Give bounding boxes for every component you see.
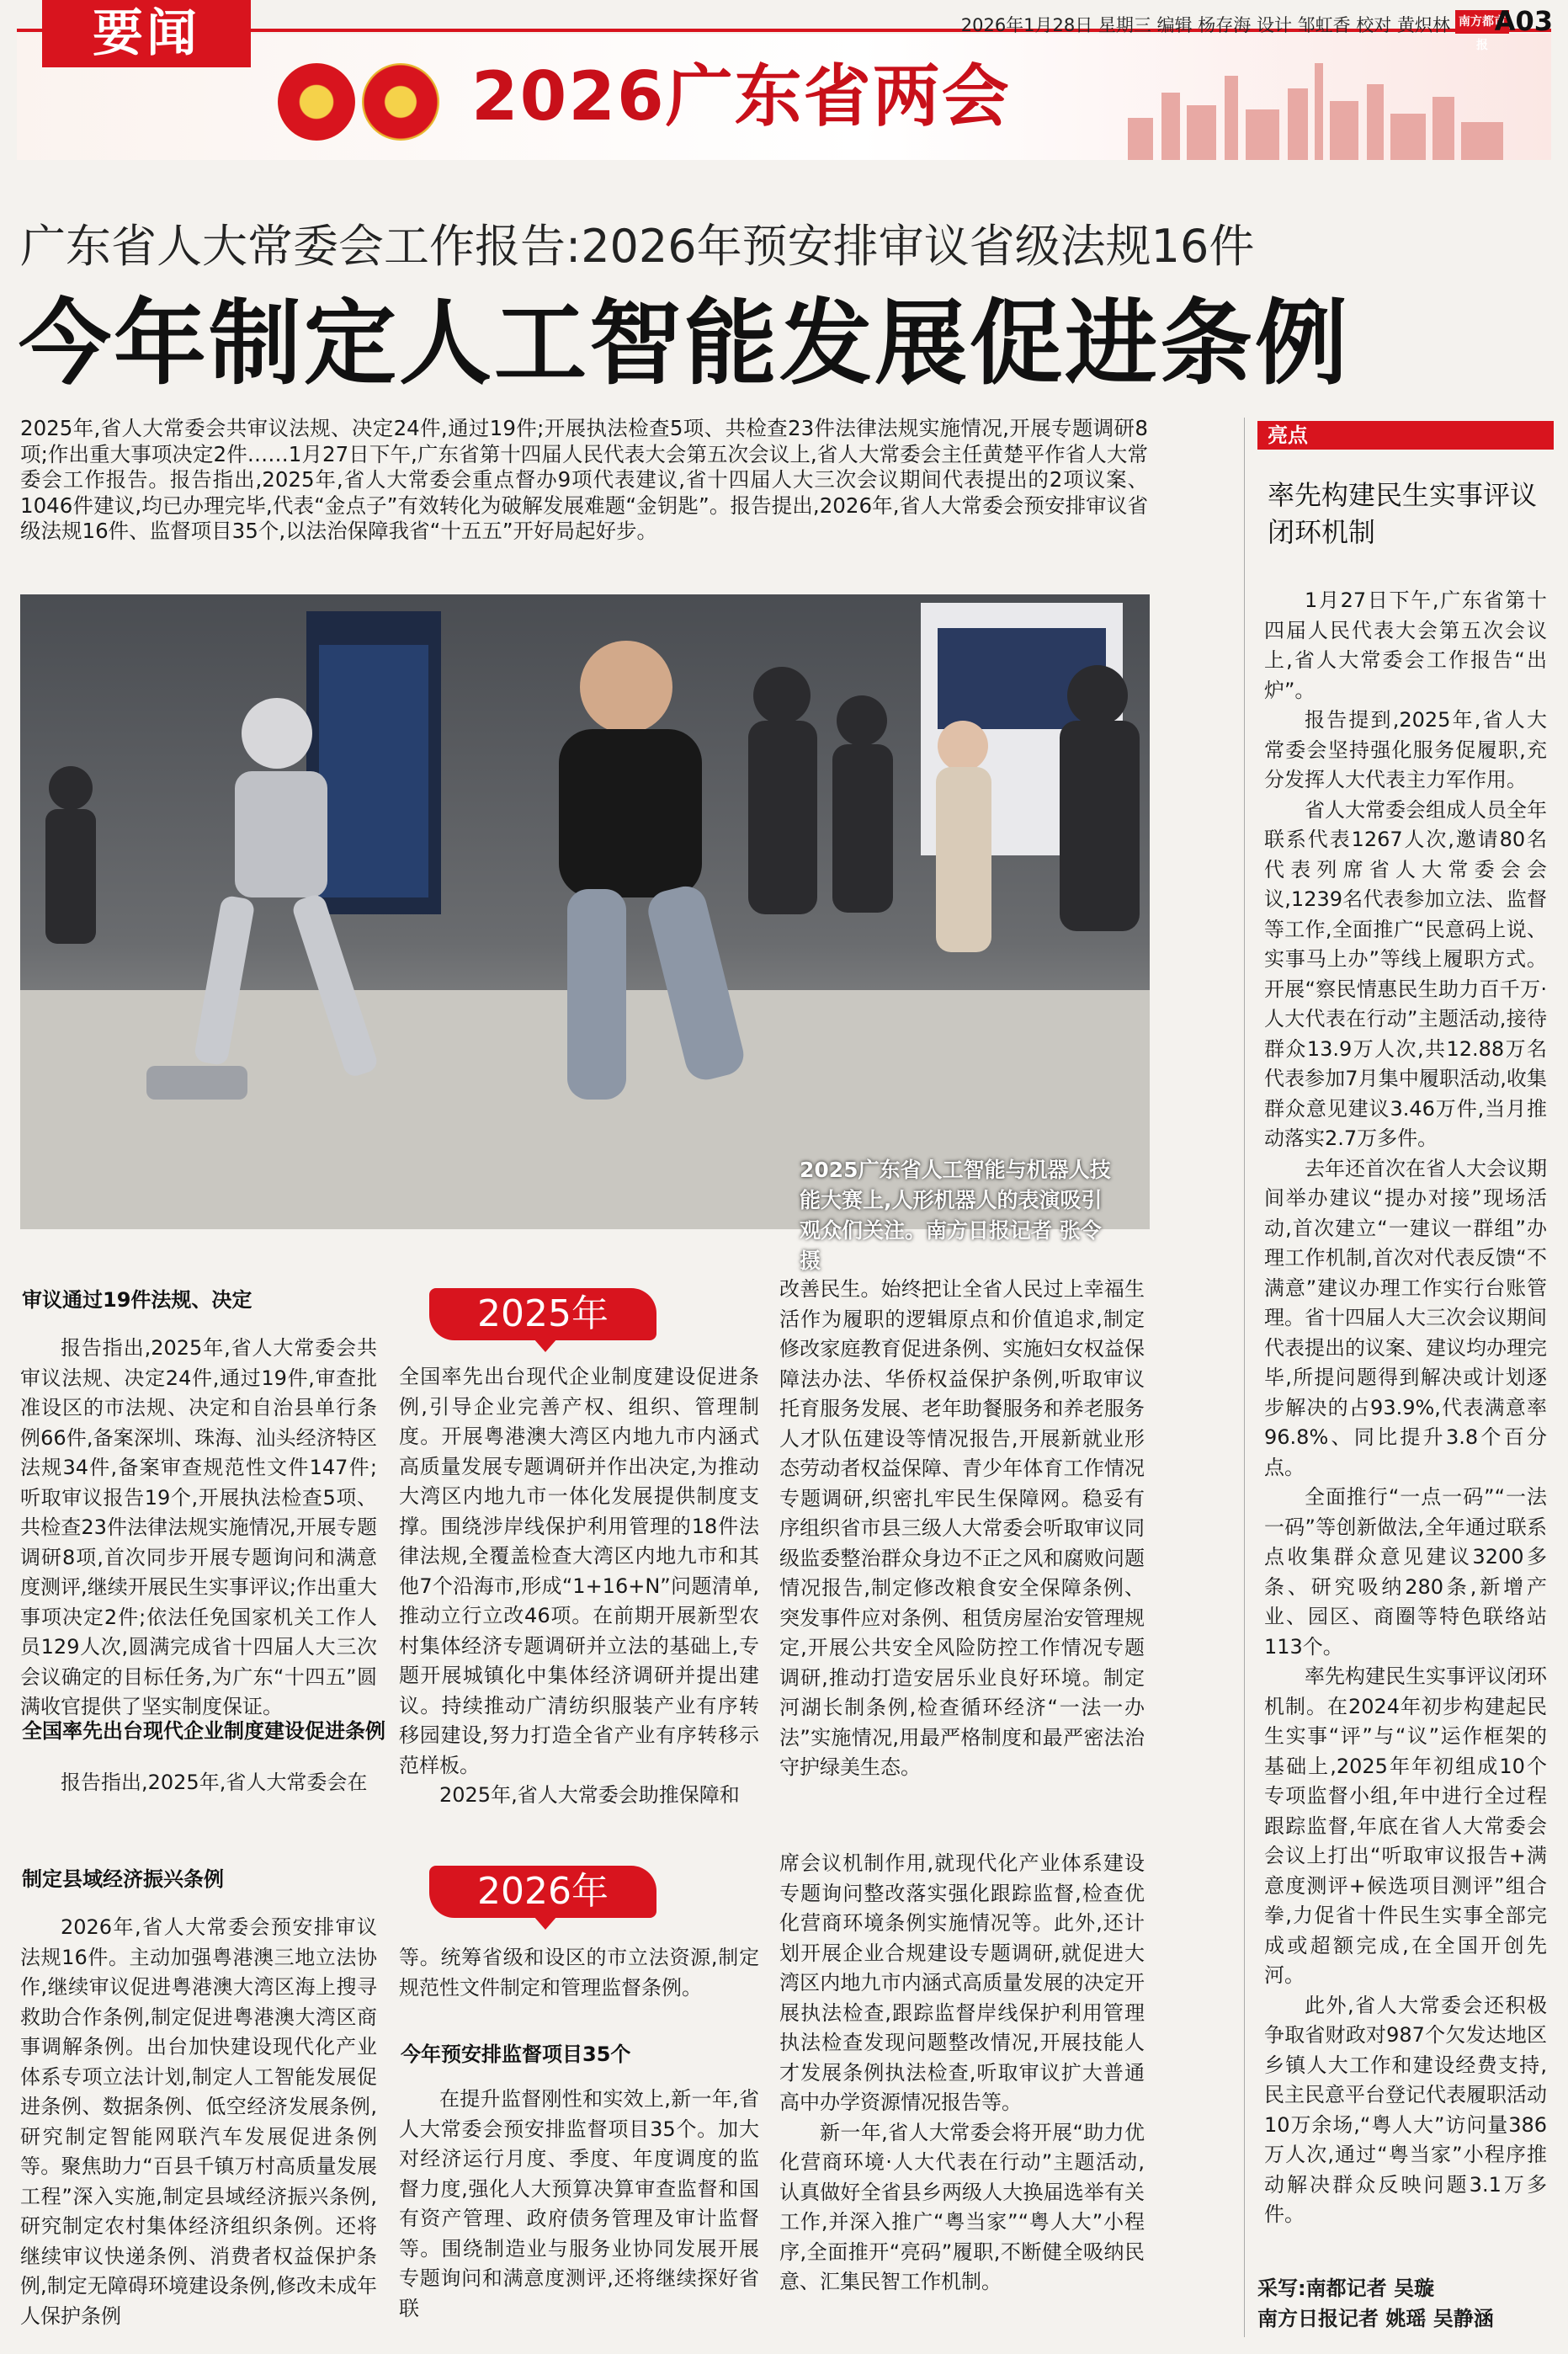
paragraph: 去年还首次在省人大会议期间举办建议“提办对接”现场活动,首次建立“一建议一群组”办理工作机制,首次对代表反馈“不满意”建议办理工作实行台账管理。省十四届人大三次会议期间代表提出的议案、建议均办理完毕,所提问题得到解决或计划逐步解决的占93.9%,代表满意率96.8%、同比提升3.8个百分点。 (1264, 1156, 1547, 1479)
article-lead: 2025年,省人大常委会共审议法规、决定24件,通过19件;开展执法检查5项、共检查23件法律法规实施情况,开展专题调研8项;作出重大事项决定2件……1月27日下午,广东省第十四届人民代表大会第五次会议上,省人大常委会主任黄楚平作省人大常委会工作报告。报告指出,2025年,省人大常委会重点督办9项代表建议,省十四届人大三次会议期间代表提出的2项议案、1046件建议,均已办理完毕,代表“金点子”有效转化为破解发展难题“金钥匙”。报告提出,2026年,省人大常委会预安排审议省级法规16件、监督项目35个,以法治保障我省“十五五”开好局起好步。 (20, 416, 1148, 543)
paragraph: 新一年,省人大常委会将开展“助力优化营商环境·人大代表在行动”主题活动,认真做好全省县乡两级人大换届选举有关工作,并深入推广“粤当家”“粤人大”小程序,全面推开“亮码”履职,不断健全吸纳民意、汇集民智工作机制。 (779, 2120, 1145, 2293)
robot-performance-photo (20, 594, 1150, 1229)
skyline-graphic (1119, 59, 1515, 160)
sidebar-tag: 亮点 (1257, 421, 1554, 450)
issue-meta: 2026年1月28日 星期三 编辑 杨存海 设计 邹虹香 校对 黄炽林 (960, 15, 1450, 35)
subhead-enterprise-law: 全国率先出台现代企业制度建设促进条例 (22, 1719, 385, 1743)
page-number: A03 (1494, 5, 1553, 37)
paper-logo: 南方都市报 (1455, 10, 1509, 34)
col2-text-c (399, 2085, 759, 2324)
subhead-supervision-projects: 今年预安排监督项目35个 (401, 2042, 631, 2066)
paragraph: 报告指出,2025年,省人大常委会在 (61, 1771, 368, 1794)
paragraph: 此外,省人大常委会还积极争取省财政对987个欠发达地区乡镇人大工作和建设经费支持,民主民意平台登记代表履职活动10万余场,“粤人大”访问量386万人次,通过“粤当家”小程序推动解决群众反映问题3.1万多件。 (1264, 1993, 1547, 2226)
paragraph: 全面推行“一点一码”“一法一码”等创新做法,全年通过联系点收集群众意见建议3200多条、研究吸纳280条,新增产业、园区、商圈等特色联络站113个。 (1264, 1485, 1547, 1659)
news-photo (20, 594, 1150, 1229)
sidebar-divider (1244, 418, 1245, 2337)
national-emblem-icon (278, 63, 355, 141)
paragraph: 1月27日下午,广东省第十四届人民代表大会第五次会议上,省人大常委会工作报告“出炉”。 (1264, 588, 1547, 702)
paragraph: 率先构建民生实事评议闭环机制。在2024年初步构建起民生实事“评”与“议”运作框架的基础上,2025年年初组成10个专项监督小组,年中进行全过程跟踪监督,年底在省人大常委会会议上打出“听取审议报告+满意度测评+候选项目测评”组合拳,力促省十件民生实事全部完成或超额完成,在全国开创先河。 (1264, 1664, 1547, 1987)
sidebar-body (1264, 586, 1547, 2230)
article-headline: 今年制定人工智能发展促进条例 (19, 290, 1350, 397)
subhead-laws-passed: 审议通过19件法规、决定 (22, 1288, 252, 1312)
paragraph: 报告指出,2025年,省人大常委会共审议法规、决定24件,通过19件,审查批准设区的市法规、决定和自治县单行条例66件,备案深圳、珠海、汕头经济特区法规34件,备案审查规范性文件147件;听取审议报告19个,开展执法检查5项、共检查23件法律法规实施情况,开展专题调研8项,首次同步开展专题询问和满意度测评,继续开展民生实事评议;作出重大事项决定2件;依法任免国家机关工作人员129人次,圆满完成省十四届人大三次会议确定的目标任务,为广东“十四五”圆满收官提供了坚实制度保证。 (20, 1336, 377, 1718)
sidebar-title: 率先构建民生实事评议闭环机制 (1268, 479, 1538, 548)
year-badge-2026: 2026年 (429, 1866, 656, 1918)
paragraph: 报告提到,2025年,省人大常委会坚持强化服务促履职,充分发挥人大代表主力军作用。 (1264, 708, 1547, 791)
photo-caption: 2025广东省人工智能与机器人技能大赛上,人形机器人的表演吸引观众们关注。南方日报记者 张令 摄 (800, 1158, 1111, 1273)
paragraph: 等。统筹省级和设区的市立法资源,制定规范性文件制定和管理监督条例。 (399, 1946, 759, 2000)
col1-text-a (20, 1334, 377, 1723)
col2-text-a (399, 1362, 759, 1811)
paragraph: 全国率先出台现代企业制度建设促进条例,引导企业完善产权、组织、管理制度。开展粤港澳大湾区内地九市内涵式高质量发展专题调研并作出决定,为推动大湾区内地九市一体化发展提供制度支撑。围绕涉岸线保护利用管理的18件法律法规,全覆盖检查大湾区内地九市和其他7个沿海市,形成“1+16+N”问题清单,推动立行立改46项。在前期开展新型农村集体经济专题调研并立法的基础上,专题开展城镇化中集体经济调研并提出建议。持续推动广清纺织服装产业有序转移园建设,努力打造全省产业有序转移示范样板。 (399, 1365, 759, 1777)
byline (1257, 2273, 1544, 2334)
col3-text-a (779, 1275, 1145, 1783)
paragraph: 改善民生。始终把让全省人民过上幸福生活作为履职的逻辑原点和价值追求,制定修改家庭教育促进条例、实施妇女权益保障法办法、华侨权益保护条例,听取审议托育服务发展、老年助餐服务和养老服务人才队伍建设等情况报告,开展新就业形态劳动者权益保障、青少年体育工作情况专题调研,织密扎牢民生保障网。稳妥有序组织省市县三级人大常委会听取审议同级监委整治群众身边不正之风和腐败问题情况报告,制定修改粮食安全保障条例、突发事件应对条例、租赁房屋治安管理规定,开展公共安全风险防控工作情况专题调研,推动打造安居乐业良好环境。制定河湖长制条例,检查循环经济“一法一办法”实施情况,用最严格制度和最严密法治守护绿美生态。 (779, 1277, 1145, 1779)
paragraph: 2026年,省人大常委会预安排审议法规16件。主动加强粤港澳三地立法协作,继续审议促进粤港澳大湾区海上搜寻救助合作条例,制定促进粤港澳大湾区商事调解条例。出台加快建设现代化产业体系专项立法计划,制定人工智能发展促进条例、数据条例、低空经济发展条例,研究制定智能网联汽车发展促进条例等。聚焦助力“百县千镇万村高质量发展工程”深入实施,制定县域经济振兴条例,研究制定农村集体经济组织条例。还将继续审议快递条例、消费者权益保护条例,制定无障碍环境建设条例,修改未成年人保护条例 (20, 1915, 377, 2328)
col1-text-b (20, 1768, 377, 1798)
col2-text-b (399, 1943, 759, 2003)
col1-text-c (20, 1913, 377, 2331)
year-badge-2025: 2025年 (429, 1288, 656, 1340)
paragraph: 席会议机制作用,就现代化产业体系建设专题询问整改落实强化跟踪监督,检查优化营商环境条例实施情况等。此外,还计划开展企业合规建设专题调研,就促进大湾区内地九市内涵式高质量发展的决定开展执法检查,跟踪监督岸线保护利用管理执法检查发现问题整改情况,开展技能人才发展条例执法检查,听取审议扩大普通高中办学资源情况报告等。 (779, 1851, 1145, 2114)
article-kicker: 广东省人大常委会工作报告:2026年预安排审议省级法规16件 (20, 220, 1255, 273)
paragraph: 2025年,省人大常委会助推保障和 (439, 1783, 740, 1807)
section-tag: 要闻 (42, 0, 251, 67)
byline-writer: 采写:南都记者 吴璇 (1257, 2277, 1434, 2300)
paragraph: 在提升监督刚性和实效上,新一年,省人大常委会预安排监督项目35个。加大对经济运行月度、季度、年度调度的监督力度,强化人大预算决算审查监督和国有资产管理、政府债务管理及审计监督等。围绕制造业与服务业协同发展开展专题询问和满意度测评,还将继续探好省联 (399, 2087, 759, 2320)
col3-text-b (779, 1849, 1145, 2298)
subhead-county-economy: 制定县域经济振兴条例 (22, 1867, 224, 1891)
cppcc-emblem-icon (362, 63, 439, 141)
paragraph: 省人大常委会组成人员全年联系代表1267人次,邀请80名代表列席省人大常委会会议,1239名代表参加立法、监督等工作,全面推广“民意码上说、实事马上办”等线上履职方式。开展“察民情惠民生助力百千万·人大代表在行动”主题活动,接待群众13.9万人次,共12.88万名代表参加7月集中履职活动,收集群众意见建议3.46万件,当月推动落实2.7万多件。 (1264, 797, 1547, 1150)
byline-reporters: 南方日报记者 姚瑶 吴静涵 (1257, 2307, 1494, 2330)
banner-title: 2026广东省两会 (471, 57, 1011, 136)
